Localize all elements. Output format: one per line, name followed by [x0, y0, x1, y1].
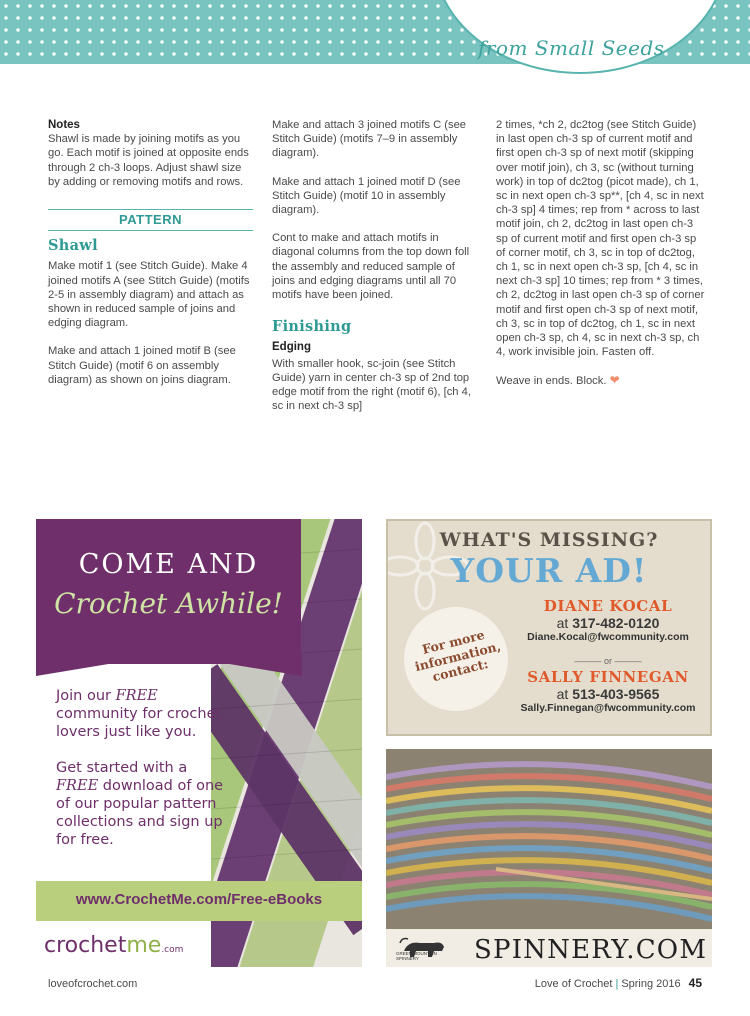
- ad-url-link[interactable]: www.CrochetMe.com/Free-eBooks: [75, 891, 323, 908]
- spinnery-logo-small: GREEN MOUNTAIN SPINNERY: [396, 951, 437, 961]
- col2-paragraph-2: Make and attach 1 joined motif D (see Stitch Guide) (motif 10 in assembly diagram).: [272, 175, 461, 217]
- notes-heading: Notes: [48, 119, 80, 131]
- yarn-skein-image: [386, 749, 712, 929]
- heart-icon: ❤: [609, 373, 620, 388]
- contact-2-phone-line: [513, 686, 703, 702]
- footer-folio: [535, 976, 702, 990]
- logo-part-d: .com: [161, 945, 184, 955]
- text-column-3: [496, 118, 708, 403]
- col2-paragraph-3: Cont to make and attach motifs in diagonal columns from the top down foll the assembly and reduced sample of joins and edging diagrams until all 70 motifs have been joined.: [272, 232, 470, 302]
- info-circle: [404, 607, 508, 711]
- contact-1: [513, 597, 703, 643]
- contact-2-name: SALLY FINNEGAN: [527, 668, 689, 686]
- contact-2-phone: 513-403-9565: [572, 686, 660, 702]
- join-text-a: Join our: [56, 688, 116, 704]
- shawl-heading: Shawl: [48, 237, 98, 255]
- footer-website: loveofcrochet.com: [48, 978, 138, 990]
- footer-separator: |: [615, 978, 619, 990]
- info-circle-text: For more information, contact:: [413, 626, 503, 685]
- contact-2-email[interactable]: Sally.Finnegan@fwcommunity.com: [520, 702, 696, 714]
- spinnery-ad[interactable]: [386, 749, 712, 967]
- col3-paragraph-2: [496, 373, 708, 388]
- ad-title: WHAT'S MISSING?: [439, 529, 659, 551]
- join-text-b: community for crochet lovers just like you.: [56, 706, 222, 740]
- footer-issue: Spring 2016: [621, 978, 681, 990]
- finishing-heading: Finishing: [272, 318, 352, 336]
- started-free: FREE: [56, 778, 99, 794]
- or-divider: ——— or ———: [574, 656, 642, 666]
- contact-1-phone-line: [513, 615, 703, 631]
- shawl-paragraph-1: Make motif 1 (see Stitch Guide). Make 4 joined motifs A (see Stitch Guide) (motifs 2-5 in assembly diagram) and attach as shown in reduced sample of joins and edging diagram.: [48, 260, 250, 330]
- edging-paragraph: With smaller hook, sc-join (see Stitch Guide) yarn in center ch-3 sp of 2nd top edge motif from the right (motif 6), [ch 4, sc in next ch-3 sp]: [272, 357, 471, 413]
- spinnery-name[interactable]: SPINNERY.COM: [474, 935, 708, 965]
- contact-1-name: DIANE KOCAL: [543, 597, 673, 615]
- logo-part-a: cr: [44, 933, 65, 958]
- contact-2: [513, 668, 703, 714]
- shawl-paragraph-2: Make and attach 1 joined motif B (see Stitch Guide) (motif 6 on assembly diagram) as shown on joins diagram.: [48, 345, 236, 386]
- started-text-b: download of one of our popular pattern collections and sign up for free.: [56, 778, 224, 848]
- ad-headline-2: Crochet Awhile!: [54, 587, 283, 620]
- ad-ribbon-tail: [36, 654, 302, 676]
- edging-heading: Edging: [272, 341, 311, 354]
- col2-paragraph-1: Make and attach 3 joined motifs C (see Stitch Guide) (motifs 7–9 in assembly diagram).: [272, 119, 467, 160]
- weave-text: Weave in ends. Block.: [496, 375, 607, 388]
- join-free: FREE: [115, 688, 158, 704]
- col3-paragraph-1: 2 times, *ch 2, dc2tog (see Stitch Guide) in last open ch-3 sp of current motif and first open ch-3 sp of next motif (skipping over motif join), ch 3, sc (without turning work) in top of dc2tog (picot made), ch 1, sc in next open ch-3 sp**, [ch 4, sc in next ch-3 sp] 4 times; rep from * across to last motif join, ch 2, dc2tog in last open ch-3 sp of current motif and first open ch-3 sp of corner motif, ch 3, sc in top of dc2tog, ch 1, sc in next open ch-3 sp, [ch 4, sc in next ch-3 sp] 10 times; rep from * 3 times, ch 2, dc2tog in last open ch-3 sp of corner motif and first open ch-3 sp of next motif, ch 3, sc in top of dc2tog, ch 1, sc in next open ch-3 sp, ch 4, sc in next ch-3 sp, ch 4, work invisible join. Fasten off.: [496, 119, 705, 359]
- header-badge-text: from Small Seeds: [478, 36, 665, 60]
- crochet-me-ad[interactable]: [36, 519, 362, 967]
- your-ad-here-ad[interactable]: [386, 519, 712, 736]
- contact-2-at: at: [556, 686, 573, 702]
- footer-magazine: Love of Crochet: [534, 978, 613, 990]
- logo-part-c: me: [126, 933, 162, 958]
- contact-1-phone: 317-482-0120: [572, 615, 660, 631]
- ad-subtitle: YOUR AD!: [450, 551, 648, 590]
- text-column-2: [272, 118, 477, 427]
- logo-part-b: ochet: [64, 933, 127, 958]
- notes-text: Shawl is made by joining motifs as you go. Each motif is joined at opposite ends through 2 ch-3 loops. Adjust shawl size by adding or removing motifs and rows.: [48, 133, 249, 188]
- contact-1-at: at: [556, 615, 573, 631]
- text-column-1: [48, 118, 253, 401]
- page-number: 45: [688, 976, 702, 990]
- pattern-banner: PATTERN: [48, 209, 253, 231]
- ad-body-text: [56, 687, 231, 849]
- crochetme-logo: [44, 933, 183, 958]
- ad-headline-1: COME AND: [78, 549, 259, 580]
- started-text-a: Get started with a: [56, 760, 188, 776]
- contact-1-email[interactable]: Diane.Kocal@fwcommunity.com: [527, 631, 689, 643]
